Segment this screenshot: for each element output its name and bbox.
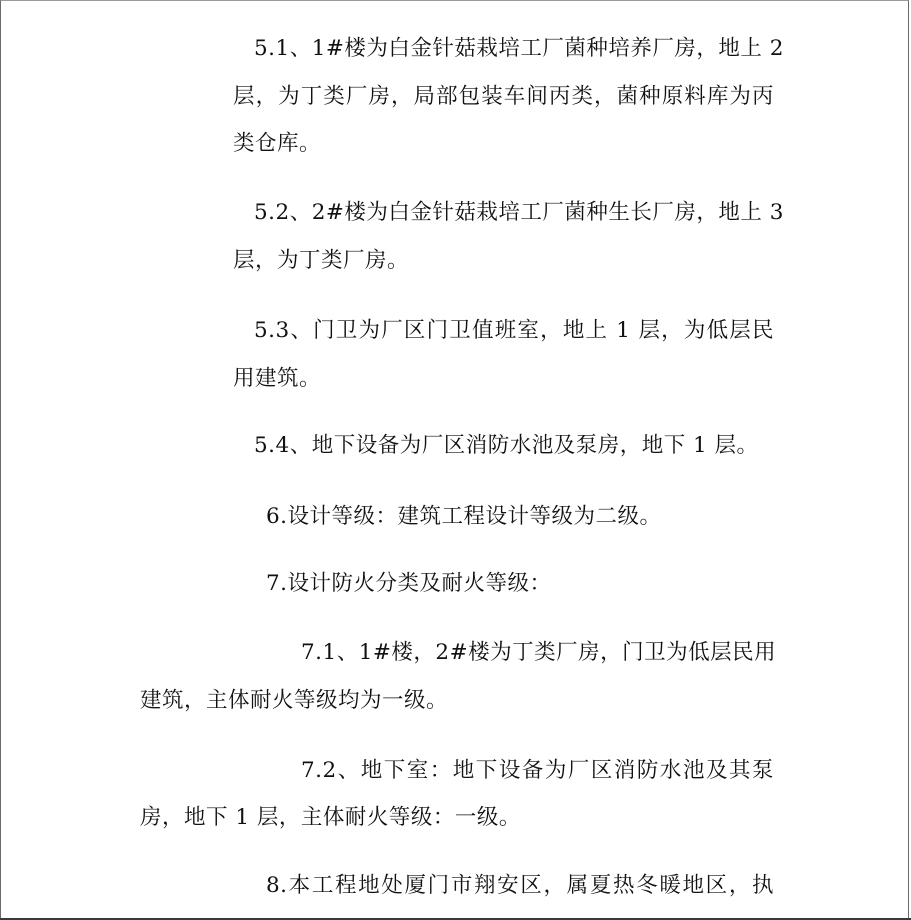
paragraph-5-3-line-2: 用建筑。 <box>233 366 322 391</box>
paragraph-7-2-line-2: 房，地下 1 层，主体耐火等级：一级。 <box>140 805 521 830</box>
paragraph-5-3-line-1: 5.3、门卫为厂区门卫值班室，地上 1 层，为低层民 <box>254 318 774 343</box>
paragraph-7-1-line-2: 建筑，主体耐火等级均为一级。 <box>140 688 449 713</box>
paragraph-8-line-1: 8.本工程地处厦门市翔安区，属夏热冬暖地区，执 <box>266 873 774 898</box>
paragraph-5-1-line-3: 类仓库。 <box>233 131 322 156</box>
paragraph-6-line-1: 6.设计等级：建筑工程设计等级为二级。 <box>266 504 662 529</box>
paragraph-7-2-line-1: 7.2、地下室：地下设备为厂区消防水池及其泵 <box>301 758 774 783</box>
paragraph-7-1-line-1: 7.1、1#楼，2#楼为丁类厂房，门卫为低层民用 <box>301 640 777 665</box>
paragraph-5-4-line-1: 5.4、地下设备为厂区消防水池及泵房，地下 1 层。 <box>254 433 759 458</box>
paragraph-5-1-line-2: 层，为丁类厂房，局部包装车间丙类，菌种原料库为丙 <box>233 84 774 109</box>
paragraph-5-1-line-1: 5.1、1#楼为白金针菇栽培工厂菌种培养厂房，地上 2 <box>254 36 784 61</box>
paragraph-5-2-line-1: 5.2、2#楼为白金针菇栽培工厂菌种生长厂房，地上 3 <box>254 200 784 225</box>
paragraph-7-line-1: 7.设计防火分类及耐火等级： <box>266 571 552 596</box>
paragraph-5-2-line-2: 层，为丁类厂房。 <box>233 248 410 273</box>
